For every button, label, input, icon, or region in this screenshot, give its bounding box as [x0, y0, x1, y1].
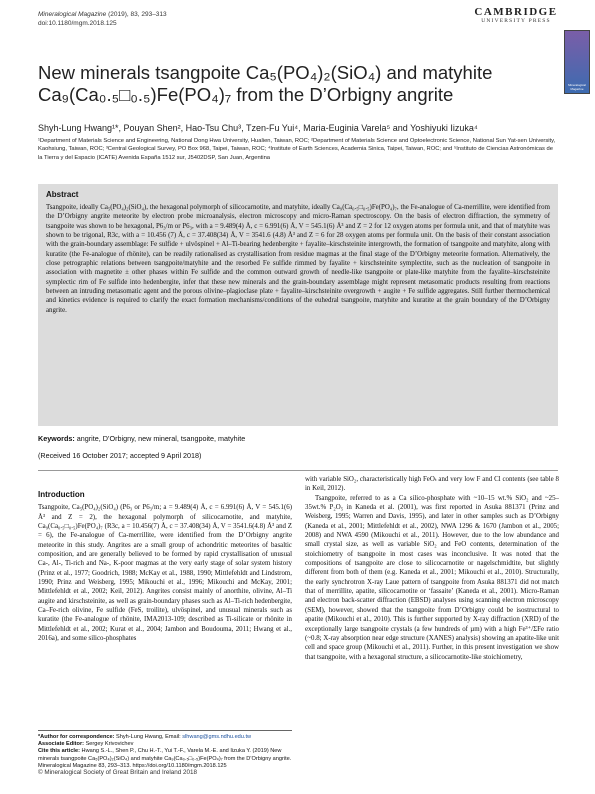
introduction-column [38, 490, 292, 644]
abstract-box [38, 184, 558, 426]
associate-editor-name: Sergey Krivovichev [84, 741, 134, 748]
journal-header [38, 10, 167, 28]
abstract-heading: Abstract [46, 190, 79, 199]
keywords-text: angrite, D’Orbigny, new mineral, tsangpoite, matyhite [74, 434, 246, 443]
article-title-line1: New minerals tsangpoite Ca₅(PO₄)₂(SiO₄) and matyhite [38, 62, 493, 83]
article-title [38, 62, 558, 106]
keywords-label: Keywords: [38, 434, 75, 443]
correspondence-text: Shyh-Lung Hwang, Email: [114, 734, 183, 740]
correspondence-label: *Author for correspondence: [38, 734, 115, 740]
right-column-paragraph-1: with variable SiO₂, characteristically high FeOₜ and very low F and Cl contents (see table 8 in Keil, 2012). [305, 476, 559, 493]
correspondence-footnote [38, 730, 292, 770]
introduction-text: Tsangpoite, Ca₅(PO₄)₂(SiO₄) (P6₃ or P6₃/m; a = 9.489(4) Å, c = 6.991(6) Å, V = 545.1(6) Å³ and Z = 2), the hexagonal polymorph of silicocarnotite, and matyhite, Ca₉(Ca₀.₅□₀.₅)Fe(PO₄)₇ (R3c, a = 10.456(7) Å, c = 37.408(34) Å, V = 3541.6(4.8) Å³ and Z = 6), the Fe-analogue of Ca-merrillite, were identified from the D’Orbigny angrite meteorite in this study. Angrites are a small group of achondritic meteorites of basaltic composition, and are generally believed to be formed by rapid crystallisation of unusual Ca-, Al-, Ti-rich and Na-, K-poor magmas at the very early stage of solar system history (Prinz et al., 1977; Goodrich, 1988; McKay et al., 1988, 1990; Mittlefehldt and Lindstrom, 1990; Prinz and Weisberg, 1995; Mikouchi et al., 1996; Mikouchi and McKay, 2001; Mittlefehldt et al., 2002; Keil, 2012). Angrites consist mainly of anorthite, olivine, Al–Ti augite and kirschsteinite, as well as grain-boundary phases such as Al–Ti-rich hedenbergite, Ca–Fe-rich olivine, Fe sulfide (FeS, troilite), ulvöspinel, and unusual minerals such as kuratite (the Fe-analogue of rhönite, IMA2013-109; described as Ti-silicate or rhönite in Mittlefehldt et al., 2002; Kurat et al., 2004; Jambon and Boudouma, 2011; Hwang et al., 2016a), and some silico-phosphates [38, 504, 292, 643]
journal-cover-image [564, 30, 590, 94]
section-divider [38, 470, 558, 471]
journal-cover-caption: Mineralogical Magazine [568, 83, 586, 91]
received-dates: (Received 16 October 2017; accepted 9 April 2018) [38, 451, 202, 460]
publisher-logo [470, 6, 562, 24]
cite-label: Cite this article: [38, 748, 80, 755]
correspondence-email-link[interactable]: slhwang@gms.ndhu.edu.tw [182, 734, 252, 740]
keywords [38, 434, 558, 443]
cite-text: Hwang S.-L., Shen P., Chu H.-T., Yui T.-F., Varela M.-E. and Iizuka Y. (2019) New minerals tsangpoite Ca₅(PO₄)₂(SiO₄) and matyhite Ca₉(Ca₀.₅□₀.₅)Fe(PO₄)₇ from the D’Orbigny angrite. Mineralogical Magazine 83, 293–313. https://doi.org/10.1180/mgm.2018.125 [38, 748, 292, 769]
journal-citation: (2019), 83, 293–313 [106, 11, 167, 18]
associate-editor-label: Associate Editor: [38, 741, 85, 748]
introduction-heading: Introduction [38, 490, 85, 499]
right-column [305, 475, 559, 662]
article-title-line2: Ca₉(Ca₀.₅□₀.₅)Fe(PO₄)₇ from the D’Orbigny angrite [38, 84, 454, 105]
journal-doi[interactable]: doi:10.1180/mgm.2018.125 [38, 20, 117, 27]
copyright-notice: © Mineralogical Society of Great Britain and Ireland 2018 [38, 769, 197, 776]
author-list: Shyh-Lung Hwang¹*, Pouyan Shen², Hao-Tsu Chu³, Tzen-Fu Yui⁴, Maria-Euginia Varela⁵ and Yoshiyuki Iizuka⁴ [38, 123, 478, 133]
right-column-paragraph-2: Tsangpoite, referred to as a Ca silico-phosphate with ~10–15 wt.% SiO₂ and ~25–35wt.% P₂O₅ in Kaneda et al. (2001), was first reported in Asuka 881371 (Prinz and Weisberg, 1995; Warren and Davis, 1995), and later in other samples such as D’Orbigny (Kaneda et al., 2001; Mittlefehldt et al., 2002), NWA 1296 & 1670 (Jambon et al., 2005; 2008) and NWA 4590 (Mikouchi et al., 2011). However, due to the low abundance and small crystal size, as well as variable SiO₂ and FeO contents, determination of the stoichiometry of tsangpoite in most cases was inconclusive. It was noted that the compositions of tsangpoite are close to silicocarnotite or nagelschmidtite, but slightly different from both of them (e.g. Kaneda et al., 2001; Mikouchi et al., 2010). Structurally, the early synchrotron X-ray Laue pattern of tsangpoite from Asuka 881371 did not match that of merrillite, apatite, silicocarnotite or ‘fassaite’ (Kaneda et al., 2001). Micro-Raman and electron back-scatter diffraction (EBSD) analyses using scanning electron microscopy (SEM), however, showed that the tsangpoite from D’Orbigny could be isostructural to apatite (Mikouchi et al., 2010). This is further supported by X-ray diffraction (XRD) of the exceptionally large tsangpoite crystals (a few hundreds of µm) with a high Fe³⁺/ΣFe ratio (~0.8; X-ray absorption near edge structure (XANES) analysis) showing an apatite-like unit cell and space group (Mikouchi et al., 2011). Further, in this present investigation we show that tsangpoite, with a hexagonal structure, a silicocarnotite-like stoichiometry, [305, 494, 559, 661]
publisher-name: CAMBRIDGE [474, 6, 558, 18]
affiliations: ¹Department of Materials Science and Engineering, National Dong Hwa University, Hualien, Taiwan, ROC; ²Department of Materials Science and Optoelectronic Science, National Sun Yat-sen University, Kaohsiung, Taiwan, ROC; ³Central Geological Survey, PO Box 968, Taipei, Taiwan, ROC; ⁴Institute of Earth Sciences, Academia Sinica, Taipei, Taiwan, ROC; and ⁵Instituto de Ciencias Astronómicas de la Tierra y del Espacio (ICATE) Avenida España 1512 sur, J5402DSP, San Juan, Argentina [38, 138, 556, 161]
abstract-text: Tsangpoite, ideally Ca₅(PO₄)₂(SiO₄), the hexagonal polymorph of silicocarnotite, and matyhite, ideally Ca₉(Ca₀.₅□₀.₅)Fe(PO₄)₇, the Fe-analogue of Ca-merrillite, were identified from the D’Orbigny angrite meteorite by electron probe microanalysis, electron microscopy and micro-Raman spectroscopy. On the basis of electron diffraction, the symmetry of tsangpoite was shown to be hexagonal, P6₃/m or P6₃, with a = 9.489(4) Å, c = 6.991(6) Å, V = 545.1(6) Å³ and Z = 2 for 12 oxygen atoms per formula unit, and that of matyhite was shown to be trigonal, R3c, with a = 10.456 (7) Å, c = 37.408(34) Å, V = 3541.6 (4.8) Å³ and Z = 6 for 28 oxygen atoms per formula unit. On the basis of their constant association with the grain-boundary assemblage: Fe sulfide + ulvöspinel + Al–Ti-bearing hedenbergite + fayalite–kirschsteinite intergrowth, the formation of tsangpoite and matyhite, along with kuratite (the Fe-analogue of rhönite), can be readily rationalised as crystallisation from residue magmas at the final stage of the D’Orbigny meteorite formation. Alternatively, the close petrographic relations between tsangpoite/matyhite and the resorbed Fe sulfide rimmed by fayalite + kirschsteinite symplectite, such as the nucleation of tsangpoite in association with magnetite ± other phases within Fe sulfide and the common outward growth of needle-like tsangpoite or plate-like matyhite from the fayalite–kirschsteinite symplectic rim of Fe sulfide into hedenbergite, infer that these new minerals and the grain-boundary assemblage might represent metasomatic products resulting from reactions between an intruding metasomatic agent and the porous olivine–plagioclase plate + fayalite–kirschsteinite overgrowth + augite + Fe sulfide aggregates. Still further thermochemical and kinetics evidence is required to clarify the exact formation mechanisms/conditions of the euhedral tsangpoite, matyhite and kuratite at the grain boundary of the D’Orbigny angrite. [46, 204, 550, 314]
journal-name: Mineralogical Magazine [38, 11, 107, 18]
publisher-subname: UNIVERSITY PRESS [481, 18, 551, 24]
